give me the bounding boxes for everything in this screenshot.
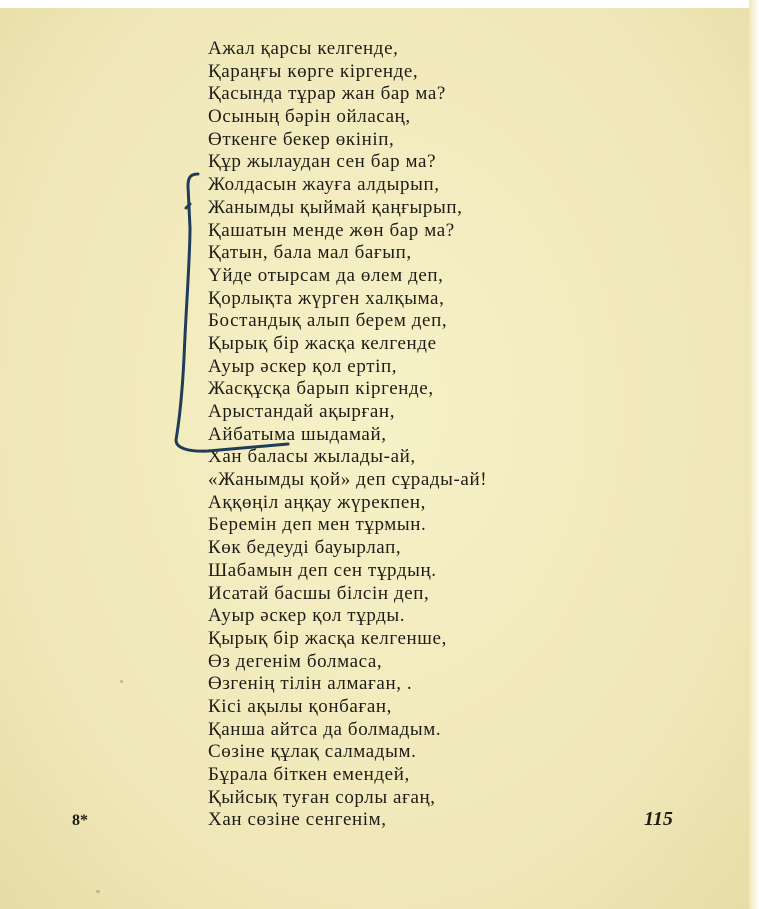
- paper-speck: [120, 680, 123, 683]
- poem-line: Осының бәрін ойласаң,: [208, 106, 411, 128]
- poem-line: Қырық бір жасқа келгенде: [208, 332, 437, 354]
- poem-line: Жолдасын жауға алдырып,: [208, 174, 440, 196]
- poem-line: Жанымды қыймай қаңғырып,: [208, 196, 463, 218]
- poem-line: Ажал қарсы келгенде,: [208, 38, 399, 59]
- poem-line: Қорлықта жүрген халқыма,: [208, 287, 445, 309]
- poem-line: Ауыр әскер қол ертіп,: [208, 355, 398, 377]
- poem-line: Хан баласы жылады-ай,: [208, 446, 416, 468]
- poem-line: Кісі ақылы қонбаған,: [208, 695, 392, 717]
- poem-line: Шабамын деп сен тұрдың.: [208, 559, 437, 581]
- poem-line: Исатай басшы білсін деп,: [208, 582, 430, 604]
- poem-line: Қанша айтса да болмадым.: [208, 718, 442, 740]
- poem-line: Бұрала біткен емендей,: [208, 764, 410, 785]
- poem-line: Өткенге бекер өкініп,: [208, 128, 395, 150]
- poem-line: Хан сөзіне сенгенім,: [208, 809, 387, 831]
- poem-line: Қатын, бала мал бағып,: [208, 242, 412, 264]
- page-edge-top: [0, 0, 759, 8]
- poem-line: «Жанымды қой» деп сұрады-ай!: [208, 469, 488, 491]
- handwritten-bracket-mark: [168, 168, 308, 458]
- poem-line: Сөзіне құлақ салмадым.: [208, 741, 417, 763]
- poem-line: Аққөңіл аңқау жүрекпен,: [208, 491, 427, 513]
- poem-line: Өз дегенім болмаса,: [208, 650, 383, 672]
- poem-line: Ауыр әскер қол тұрды.: [208, 605, 406, 627]
- poem-line: Қасында тұрар жан бар ма?: [208, 83, 446, 105]
- poem-line: Беремін деп мен тұрмын.: [208, 514, 427, 536]
- poem-line: Қыйсық туған сорлы ағаң,: [208, 786, 436, 808]
- poem-line: Айбатыма шыдамай,: [208, 423, 387, 445]
- poem-line: Құр жылаудан сен бар ма?: [208, 151, 437, 173]
- poem-line: Қашатын менде жөн бар ма?: [208, 219, 455, 241]
- printer-signature-mark: 8*: [72, 812, 88, 829]
- page-number: 115: [644, 808, 673, 830]
- paper-speck: [96, 890, 100, 893]
- poem-line: Арыстандай ақырған,: [208, 401, 396, 422]
- poem-line: Қырық бір жасқа келгенше,: [208, 627, 447, 649]
- poem-line: Өзгенің тілін алмаған, .: [208, 673, 413, 695]
- poem-line: Қараңғы көрге кіргенде,: [208, 60, 419, 82]
- poem-line: Бостандық алып берем деп,: [208, 310, 448, 332]
- poem-line: Жасқұсқа барып кіргенде,: [208, 378, 434, 400]
- poem-line: Үйде отырсам да өлем деп,: [208, 264, 444, 286]
- poem-line: Көк бедеуді бауырлап,: [208, 537, 402, 559]
- page-edge-right: [749, 0, 759, 909]
